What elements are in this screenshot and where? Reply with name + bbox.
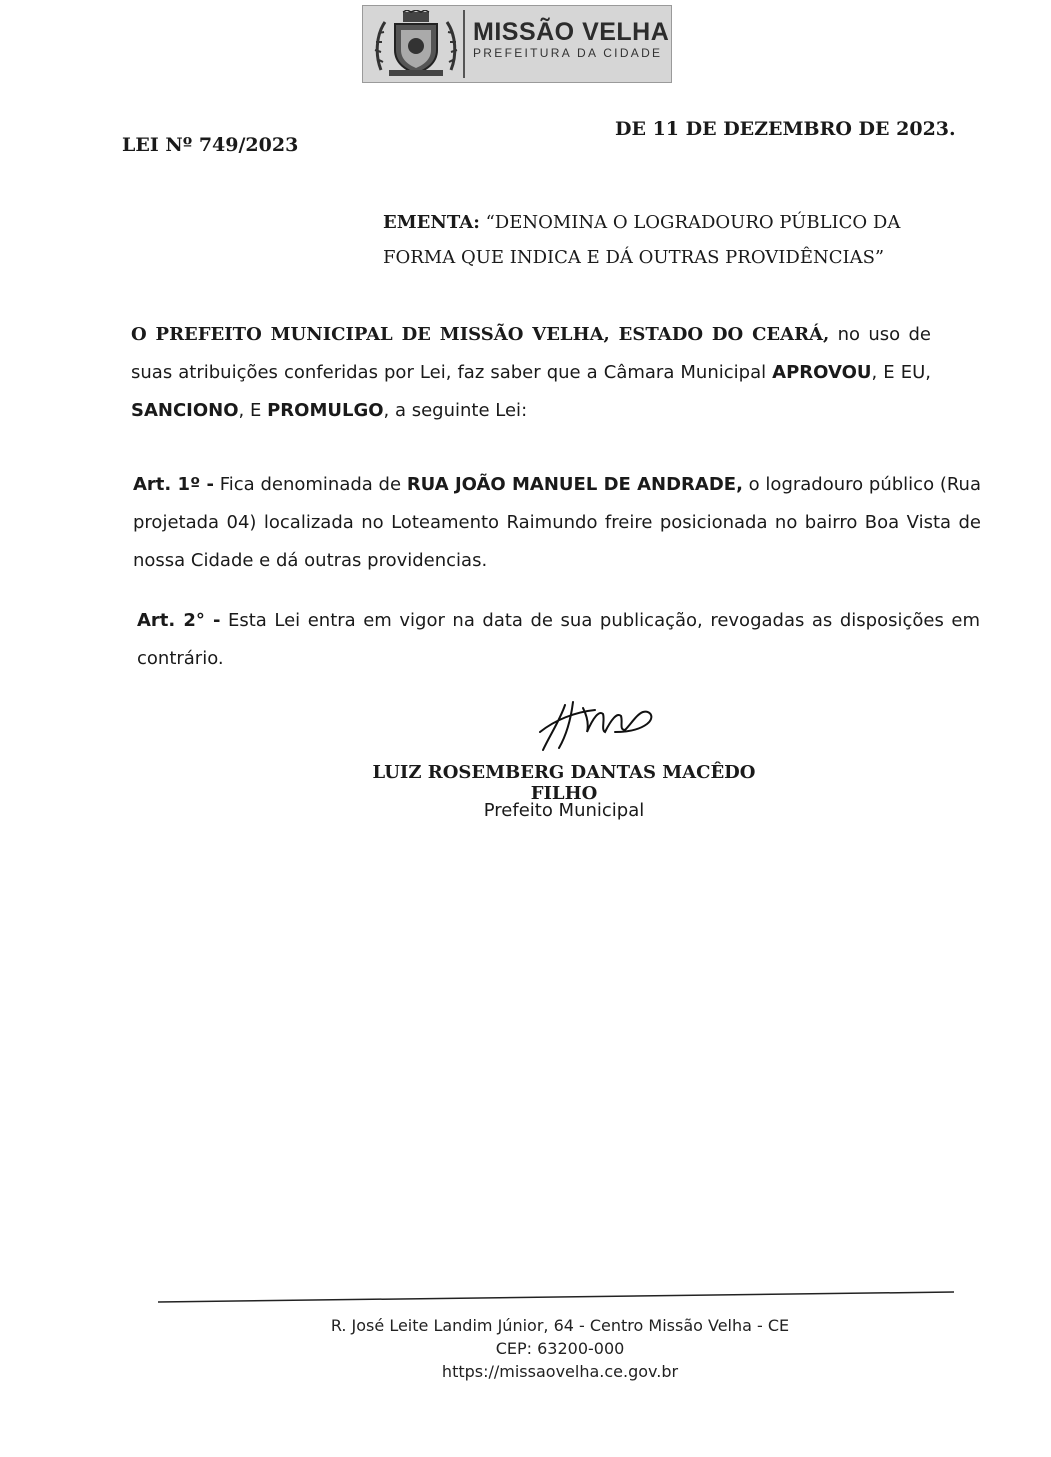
article-2-label: Art. 2° -: [137, 610, 221, 631]
law-date: DE 11 DE DEZEMBRO DE 2023.: [615, 118, 956, 140]
signer-name: LUIZ ROSEMBERG DANTAS MACÊDO FILHO: [372, 762, 756, 804]
footer-address: R. José Leite Landim Júnior, 64 - Centro Missão Velha - CE: [330, 1316, 790, 1335]
preamble-text-2: , E EU,: [871, 362, 931, 383]
footer-address-block: [300, 1314, 820, 1383]
footer-website[interactable]: https://missaovelha.ce.gov.br: [441, 1362, 679, 1381]
preamble-bold-promulgo: PROMULGO: [267, 400, 384, 421]
article-2: [137, 602, 980, 678]
handwritten-signature-icon: [535, 690, 660, 755]
logo-text-block: [473, 18, 669, 60]
footer-cep: CEP: 63200-000: [495, 1339, 625, 1358]
coat-of-arms-icon: [373, 10, 459, 78]
article-1-text-1: Fica denominada de: [213, 474, 407, 495]
ementa-text: “DENOMINA O LOGRADOURO PÚBLICO DA FORMA QUE INDICA E DÁ OUTRAS PROVIDÊNCIAS”: [383, 212, 901, 268]
logo-subtitle: PREFEITURA DA CIDADE: [473, 46, 663, 60]
preamble-text-3: , E: [238, 400, 268, 421]
footer-divider: [158, 1290, 954, 1306]
preamble-text-1: no uso de suas atribuições conferidas por Lei, faz saber que a Câmara Municipal: [131, 324, 931, 383]
ementa-label: EMENTA:: [383, 212, 480, 233]
logo-divider: [463, 10, 465, 78]
article-1-text-2: o logradouro público (Rua projetada 04) localizada no Loteamento Raimundo freire posicionada no bairro Boa Vista de nossa Cidade e dá outras providencias.: [133, 474, 981, 571]
article-1-label: Art. 1º -: [133, 474, 214, 495]
preamble-bold-authority: O PREFEITO MUNICIPAL DE MISSÃO VELHA, ESTADO DO CEARÁ,: [131, 324, 830, 345]
preamble-paragraph: [131, 316, 931, 430]
city-hall-logo: [362, 5, 672, 83]
preamble-bold-aprovou: APROVOU: [772, 362, 872, 383]
logo-title: MISSÃO VELHA: [473, 18, 670, 46]
preamble-text-4: , a seguinte Lei:: [383, 400, 528, 421]
law-number: LEI Nº 749/2023: [122, 134, 299, 156]
preamble-bold-sanciono: SANCIONO: [131, 400, 239, 421]
article-2-text: Esta Lei entra em vigor na data de sua publicação, revogadas as disposições em contrário.: [137, 610, 981, 669]
ementa: [383, 205, 928, 275]
signer-role: Prefeito Municipal: [483, 800, 645, 821]
article-1: [133, 466, 981, 580]
article-1-street-name: RUA JOÃO MANUEL DE ANDRADE,: [406, 474, 743, 495]
